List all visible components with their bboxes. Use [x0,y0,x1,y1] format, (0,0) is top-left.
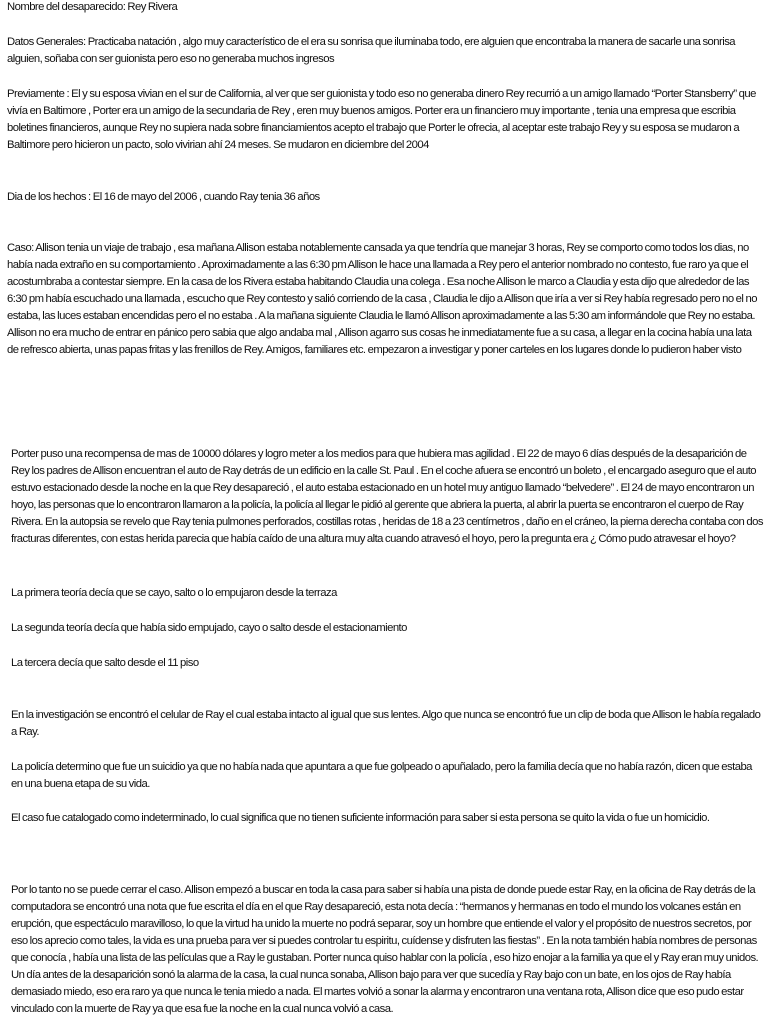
note-found-paragraph: Por lo tanto no se puede cerrar el caso. Allison empezó a buscar en toda la casa para saber si había una pista de donde puede estar Ray, en la oficina de Ray detrás de la computadora se encontró una nota que fue escrita el día en el que Ray desapareció, esta nota decía : “hermanos y hermanas en todo el mundo los volcanes están en erupción, que espectáculo maravilloso, lo que la virtud ha unido la muerte no podrá separar, soy un hombre que entiende el valor y el propósito de nuestros secretos, por eso los aprecio como tales, la vida es una prueba para ver si puedes controlar tu espiritu, cuídense y disfruten las fiestas” . En la nota también había nombres de personas que conocía , había una lista de las películas que a Ray le gustaban. Porter nunca quiso hablar con la policía , eso hizo enojar a la familia ya que el y Ray eran muy unidos. Un día antes de la desaparición sonó la alarma de la casa, la cual nunca sonaba, Allison bajo para ver que sucedía y Ray bajo con un bate, en los ojos de Ray había demasiado miedo, eso era raro ya que nunca le tenia miedo a nada. El martes volvió a sonar la alarma y encontraron una ventana rota, Allison dice que eso pudo estar vinculado con la muerte de Ray ya que esa fue la noche en la cual nunca volvió a casa. [11,884,759,1015]
case-classification-paragraph: El caso fue catalogado como indeterminado, lo cual significa que no tienen suficiente información para saber si esta persona se quito la vida o fue un homicidio. [11,812,710,824]
theory-two: La segunda teoría decía que había sido empujado, cayo o salto desde el estacionamiento [11,622,407,634]
background-paragraph: Previamente : El y su esposa vivian en el sur de California, al ver que ser guionista y todo eso no generaba dinero Rey recurrió a un amigo llamado “Porter Stansberry” que vivía en Baltimore , Porter era un amigo de la secundaria de Rey , eren muy buenos amigos. Porter era un financiero muy importante , tenia una empresa que escribia boletines financieros, aunque Rey no supiera nada sobre financiamientos acepto el trabajo que Porter le ofrecia, al aceptar este trabajo Rey y su esposa se mudaron a Baltimore pero hicieron un pacto, solo vivirian ahí 24 meses. Se mudaron en diciembre del 2004 [7,88,756,151]
investigation-paragraph: En la investigación se encontró el celular de Ray el cual estaba intacto al igual que sus lentes. Algo que nunca se encontró fue un clip de boda que Allison le había regalado a Ray. [11,709,761,738]
police-paragraph: La policía determino que fue un suicidio ya que no había nada que apuntara a que fue golpeado o apuñalado, pero la familia decía que no había razón, dicen que estaba en una buena etapa de su vida. [11,761,752,790]
reward-paragraph: Porter puso una recompensa de mas de 10000 dólares y logro meter a los medios para que hubiera mas agilidad . El 22 de mayo 6 días después de la desaparición de Rey los padres de Allison encuentran el auto de Ray detrás de un edificio en la calle St. Paul . En el coche afuera se encontró un boleto , el encargado aseguro que el auto estuvo estacionado desde la noche en la que Rey desapareció , el auto estaba estacionado en un hotel muy antiguo llamado “belvedere” . El 24 de mayo encontraron un hoyo, las personas que lo encontraron llamaron a la policía, la policía al llegar le pidió al gerente que abriera la puerta, al abrir la puerta se encontraron el cuerpo de Ray Rivera. En la autopsia se revelo que Ray tenia pulmones perforados, costillas rotas , heridas de 18 a 23 centímetros , daño en el cráneo, la pierna derecha contaba con dos fracturas diferentes, con estas herida parecia que había caído de una altura muy alta cuando atravesó el hoyo, pero la pregunta era ¿ Cómo pudo atravesar el hoyo? [11,448,763,545]
theory-one: La primera teoría decía que se cayo, salto o lo empujaron desde la terraza [11,587,337,599]
missing-person-name: Nombre del desaparecido: Rey Rivera [7,1,178,13]
case-paragraph: Caso: Allison tenia un viaje de trabajo , esa mañana Allison estaba notablemente cansada ya que tendría que manejar 3 horas, Rey se comporto como todos los dias, no había nada extraño en su comportamiento . Aproximadamente a las 6:30 pm Allison le hace una llamada a Rey pero el anterior nombrado no contesto, fue raro ya que el acostumbraba a contestar siempre. En la casa de los Rivera estaba habitando Claudia una colega . Esa noche Allison le marco a Claudia y esta dijo que alrededor de las 6:30 pm había escuchado una llamada , escucho que Rey contesto y salió corriendo de la casa , Claudia le dijo a Allison que iría a ver si Rey había regresado pero no el no estaba, las luces estaban encendidas pero el no estaba . A la mañana siguiente Claudia le llamó Allison aproximadamente a las 5:30 am informándole que Rey no estaba. Allison no era mucho de entrar en pánico pero sabia que algo andaba mal , Allison agarro sus cosas he inmediatamente fue a su casa, a llegar en la cocina había una lata de refresco abierta, unas papas fritas y las frenillos de Rey. Amigos, familiares etc. empezaron a investigar y poner carteles en los lugares donde lo pudieron haber visto [7,242,757,356]
theory-three: La tercera decía que salto desde el 11 piso [11,657,199,669]
general-data-paragraph: Datos Generales: Practicaba natación , algo muy característico de el era su sonrisa que iluminaba todo, ere alguien que encontraba la manera de sacarle una sonrisa alguien, soñaba con ser guionista pero eso no generaba muchos ingresos [7,36,736,65]
date-of-events: Dia de los hechos : El 16 de mayo del 2006 , cuando Ray tenia 36 años [7,191,320,203]
